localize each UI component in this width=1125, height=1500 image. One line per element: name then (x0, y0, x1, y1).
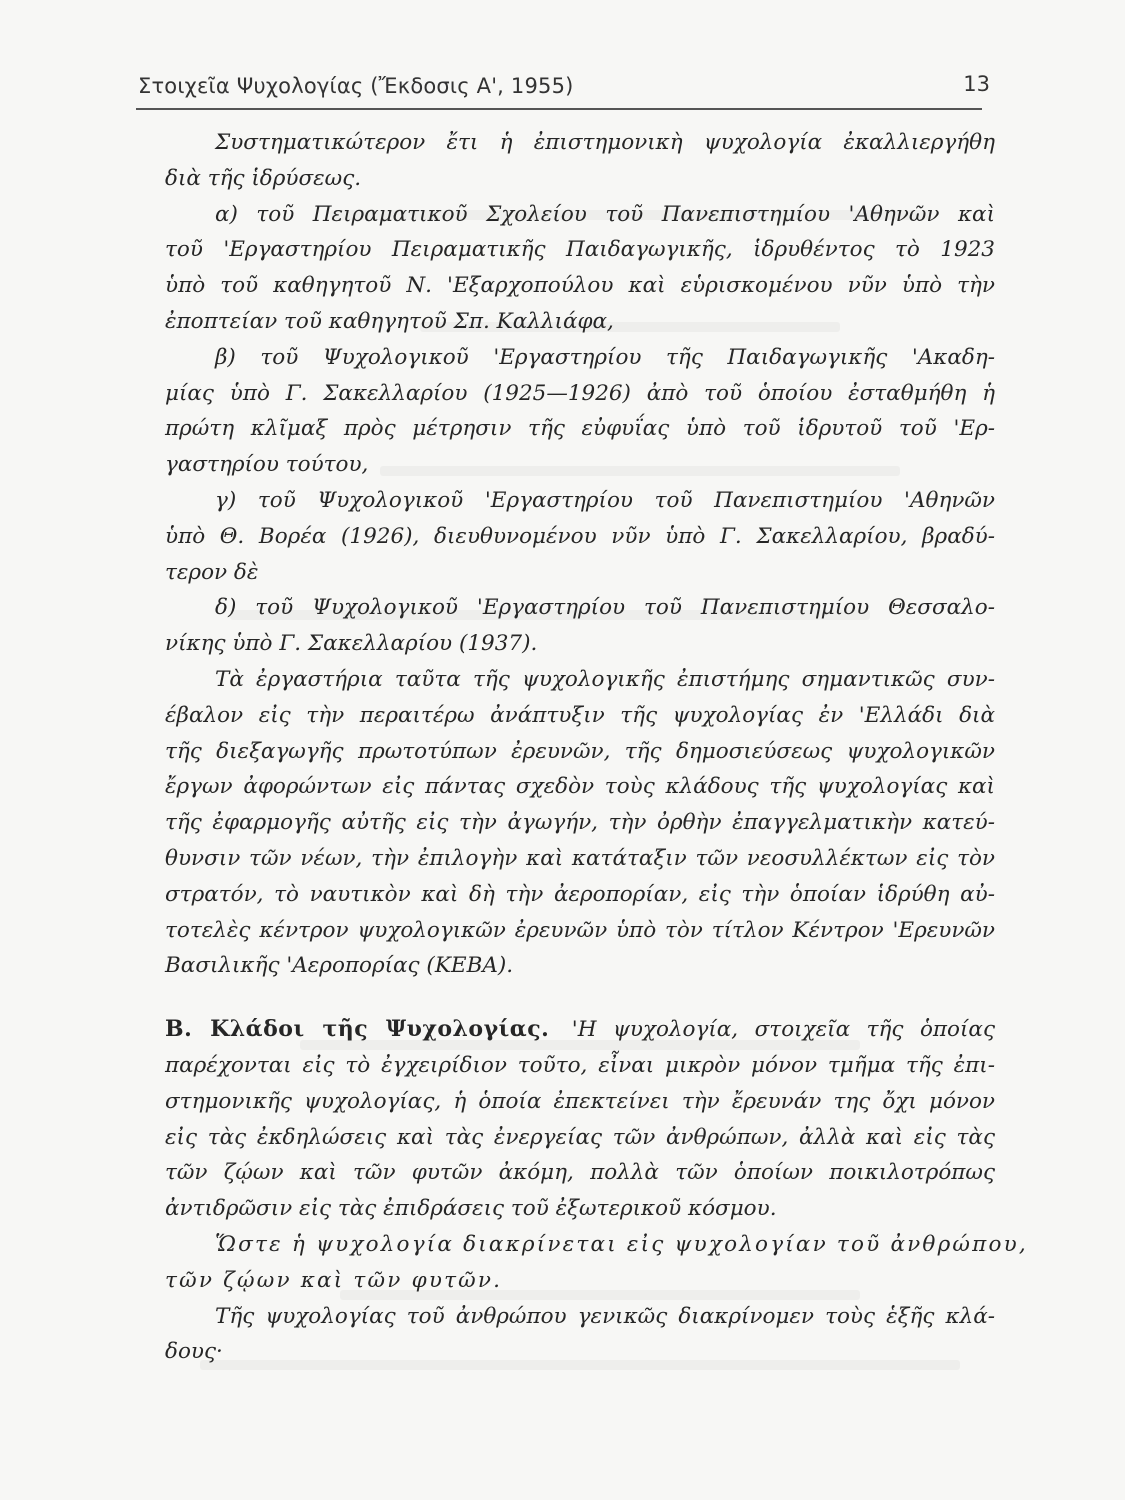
section-heading: Β. Κλάδοι τῆς Ψυχολογίας. (165, 1016, 550, 1043)
text-line: ἀντιδρῶσιν εἰς τὰς ἐπιδράσεις τοῦ ἐξωτερικοῦ κόσμου. (165, 1196, 777, 1222)
text-line: ἐποπτείαν τοῦ καθηγητοῦ Σπ. Καλλιάφα, (165, 308, 614, 334)
text-line: γαστηρίου τούτου, (165, 452, 369, 478)
text-line: πρώτη κλῖμαξ πρὸς μέτρησιν τῆς εὐφυΐας ὑπὸ τοῦ ἱδρυτοῦ τοῦ 'Ερ- (165, 416, 995, 442)
text-fragment: 'Η ψυχολογία, στοιχεῖα τῆς ὁποίας (571, 1017, 995, 1043)
text-line: παρέχονται εἰς τὸ ἐγχειρίδιον τοῦτο, εἶναι μικρὸν μόνον τμῆμα τῆς ἐπι- (165, 1052, 995, 1078)
text-line: θυνσιν τῶν νέων, τὴν ἐπιλογὴν καὶ κατάταξιν τῶν νεοσυλλέκτων εἰς τὸν (165, 845, 995, 871)
text-line: ἔργων ἀφορώντων εἰς πάντας σχεδὸν τοὺς κλάδους τῆς ψυχολογίας καὶ (165, 774, 995, 800)
text-line: Τῆς ψυχολογίας τοῦ ἀνθρώπου γενικῶς διακρίνομεν τοὺς ἑξῆς κλά- (215, 1303, 995, 1329)
text-line: ὑπὸ Θ. Βορέα (1926), διευθυνομένου νῦν ὑπὸ Γ. Σακελλαρίου, βραδύ- (165, 523, 995, 549)
text-line: τῶν ζῴων καὶ τῶν φυτῶν ἀκόμη, πολλὰ τῶν ὁποίων ποικιλοτρόπως (165, 1160, 995, 1186)
text-line: στημονικῆς ψυχολογίας, ἡ ὁποία ἐπεκτείνει τὴν ἔρευνάν της ὄχι μόνον (165, 1088, 995, 1114)
text-line: διὰ τῆς ἱδρύσεως. (165, 165, 362, 191)
text-line: τῆς ἐφαρμογῆς αὐτῆς εἰς τὴν ἀγωγήν, τὴν ὀρθὴν ἐπαγγελματικὴν κατεύ- (165, 810, 995, 836)
text-line: τερον δὲ (165, 559, 259, 585)
body-text (165, 125, 1028, 1370)
text-line: τῆς διεξαγωγῆς πρωτοτύπων ἐρευνῶν, τῆς δημοσιεύσεως ψυχολογικῶν (165, 738, 995, 764)
text-line: τοτελὲς κέντρον ψυχολογικῶν ἐρευνῶν ὑπὸ τὸν τίτλον Κέντρον 'Ερευνῶν (165, 917, 995, 943)
text-line: β) τοῦ Ψυχολογικοῦ 'Εργαστηρίου τῆς Παιδαγωγικῆς 'Ακαδη- (215, 344, 995, 370)
text-line: δ) τοῦ Ψυχολογικοῦ 'Εργαστηρίου τοῦ Πανεπιστημίου Θεσσαλο- (215, 595, 995, 621)
text-line: α) τοῦ Πειραματικοῦ Σχολείου τοῦ Πανεπιστημίου 'Αθηνῶν καὶ (215, 201, 995, 227)
header-rule (136, 108, 982, 110)
text-line: μίας ὑπὸ Γ. Σακελλαρίου (1925—1926) ἀπὸ τοῦ ὁποίου ἐσταθμήθη ἡ (165, 380, 995, 406)
text-line: δους· (165, 1339, 223, 1365)
text-line: νίκης ὑπὸ Γ. Σακελλαρίου (1937). (165, 631, 538, 657)
section-heading-line (165, 1012, 995, 1048)
text-line: τῶν ζῴων καὶ τῶν φυτῶν. (165, 1267, 503, 1293)
text-line: τοῦ 'Εργαστηρίου Πειραματικῆς Παιδαγωγικῆς, ἱδρυθέντος τὸ 1923 (165, 237, 995, 263)
text-line: έβαλον εἰς τὴν περαιτέρω ἀνάπτυξιν τῆς ψυχολογίας ἐν 'Ελλάδι διὰ (165, 702, 995, 728)
text-line: Τὰ ἐργαστήρια ταῦτα τῆς ψυχολογικῆς ἐπιστήμης σημαντικῶς συν- (215, 666, 995, 692)
running-title: Στοιχεῖα Ψυχολογίας (Ἔκδοσις Α', 1955) (138, 74, 574, 98)
text-line: γ) τοῦ Ψυχολογικοῦ 'Εργαστηρίου τοῦ Πανεπιστημίου 'Αθηνῶν (215, 487, 995, 513)
section-gap (165, 984, 995, 1012)
text-line: Βασιλικῆς 'Αεροπορίας (ΚΕΒΑ). (165, 953, 514, 979)
running-header (130, 72, 990, 112)
page-number: 13 (963, 72, 990, 96)
text-line: στρατόν, τὸ ναυτικὸν καὶ δὴ τὴν ἀεροπορίαν, εἰς τὴν ὁποίαν ἱδρύθη αὐ- (165, 881, 995, 907)
text-line: ὑπὸ τοῦ καθηγητοῦ Ν. 'Εξαρχοπούλου καὶ εὑρισκομένου νῦν ὑπὸ τὴν (165, 273, 995, 299)
text-line: εἰς τὰς ἐκδηλώσεις καὶ τὰς ἐνεργείας τῶν ἀνθρώπων, ἀλλὰ καὶ εἰς τὰς (165, 1124, 995, 1150)
text-line: Συστηματικώτερον ἔτι ἡ ἐπιστημονικὴ ψυχολογία ἐκαλλιεργήθη (215, 130, 995, 155)
text-line: Ὥστε ἡ ψυχολογία διακρίνεται εἰς ψυχολογίαν τοῦ ἀνθρώπου, (215, 1231, 1028, 1257)
